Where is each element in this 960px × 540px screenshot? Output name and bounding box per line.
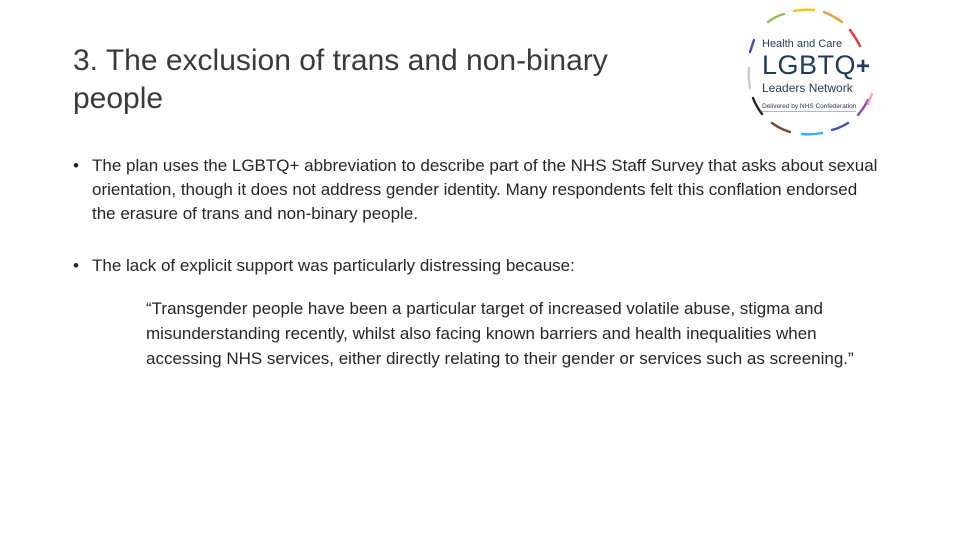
- bullet-marker: •: [73, 156, 79, 175]
- logo-lgbtq-text: LGBTQ: [762, 50, 857, 80]
- logo-lgbtq: [762, 51, 888, 81]
- bullet-list: [73, 154, 883, 278]
- logo-plus: +: [856, 53, 871, 80]
- bullet-item: [73, 154, 883, 226]
- bullet-marker: •: [73, 256, 79, 275]
- slide-title: 3. The exclusion of trans and non-binary people: [73, 44, 608, 115]
- logo-health-and-care: Health and Care: [762, 38, 843, 50]
- logo-text-block: [762, 38, 888, 113]
- bullet-item: [73, 254, 883, 278]
- logo-delivered-by: Delivered by NHS Confederation: [762, 103, 857, 110]
- logo-leaders-network: Leaders Network: [762, 81, 853, 95]
- lgbtq-leaders-network-logo: [738, 2, 888, 138]
- bullet-text: The plan uses the LGBTQ+ abbreviation to describe part of the NHS Staff Survey that asks about sexual orientation, though it does not address gender identity. Many respondents felt this conflation endorsed the erasure of trans and non-binary people.: [92, 156, 878, 223]
- bullet-text: The lack of explicit support was particularly distressing because:: [92, 256, 575, 275]
- quote-block: “Transgender people have been a particular target of increased volatile abuse, stigma and misunderstanding recently, whilst also facing known barriers and health inequalities when accessing NHS services, either directly relating to their gender or services such as screening.”: [146, 299, 854, 368]
